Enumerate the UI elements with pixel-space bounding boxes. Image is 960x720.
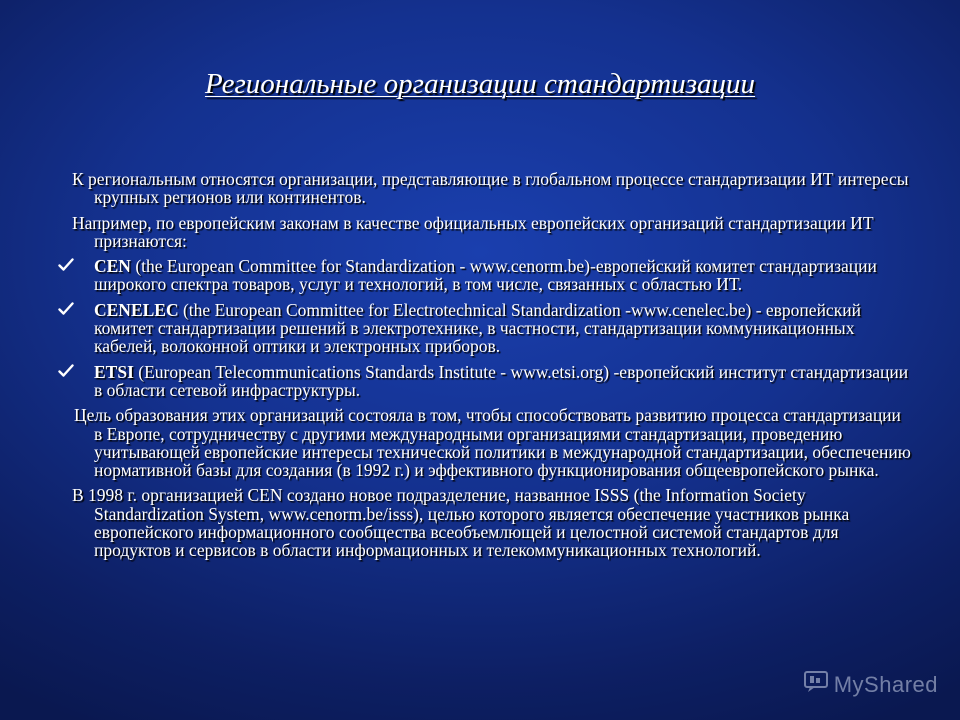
bullet-text: (the European Committee for Electrotechnical Standardization -www.cenelec.be) - европейский комитет стандартизации решений в электротехнике, в частности, стандартизации коммуникационных кабелей, волоконной оптики и электронных приборов.	[94, 299, 861, 357]
bullet-text: (the European Committee for Standardization - www.cenorm.be)-европейский комитет стандартизации широкого спектра товаров, услуг и технологий, в том числе, связанных с областью ИТ.	[94, 256, 877, 295]
bullet-item-etsi	[64, 363, 912, 400]
intro-paragraph: К региональным относятся организации, представляющие в глобальном процессе стандартизации ИТ интересы крупных регионов или континентов.	[72, 169, 909, 208]
bullet-org-name: ETSI	[94, 361, 134, 382]
slide-title: Региональные организации стандартизации	[204, 68, 756, 100]
myshared-logo-icon	[804, 671, 830, 698]
bullet-item-cenelec	[64, 301, 912, 356]
checkmark-icon	[58, 258, 74, 272]
example-paragraph: Например, по европейским законам в качестве официальных европейских организаций стандартизации ИТ признаются:	[72, 212, 874, 251]
watermark-text: MyShared	[833, 671, 938, 697]
bullet-org-name: CENELEC	[94, 299, 179, 320]
checkmark-icon	[58, 302, 74, 316]
watermark	[804, 671, 938, 698]
bullet-item-cen	[64, 257, 912, 294]
slide-body	[64, 170, 912, 567]
checkmark-icon	[58, 364, 74, 378]
purpose-paragraph: Цель образования этих организаций состояла в том, чтобы способствовать развитию процесса стандартизации в Европе, сотрудничеству с другими международными организациями стандартизации, проведению учитывающей европейские интересы технической политики в международной стандартизации, обеспечению нормативной базы для создания (в 1992 г.) и эффективного функционирования общеевропейского рынка.	[74, 405, 911, 481]
isss-paragraph: В 1998 г. организацией CEN создано новое подразделение, названное ISSS (the Information Society Standardization System, www.cenorm.be/isss), целью которого является обеспечение участников рынка европейского информационного сообщества всеобъемлющей и целостной системой стандартов для продуктов и сервисов в области информационных и телекоммуникационных технологий.	[72, 485, 850, 561]
bullet-org-name: CEN	[94, 256, 131, 277]
bullet-text: (European Telecommunications Standards Institute - www.etsi.org) -европейский институт стандартизации в области сетевой инфраструктуры.	[94, 361, 909, 400]
